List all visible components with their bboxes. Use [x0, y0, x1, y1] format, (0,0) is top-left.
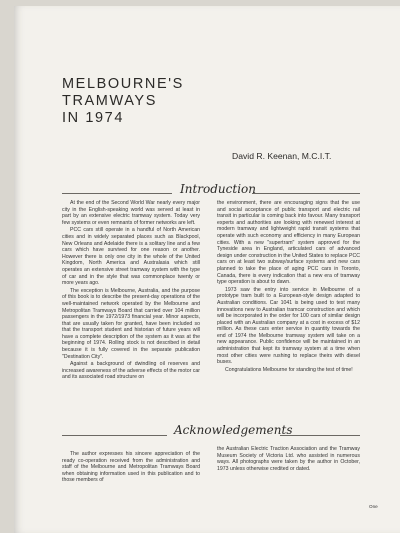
book-page: [14, 6, 400, 533]
divider-right: [280, 435, 360, 436]
divider-left: [62, 193, 172, 194]
title-line-1: MELBOURNE'S: [62, 76, 184, 92]
paragraph: the Australian Electric Traction Association and the Tramway Museum Society of Victoria Ltd. who assisted in numerous ways. All photographs were taken by the author in October, 1973 unless otherwise credited or dated.: [217, 446, 360, 472]
paragraph: 1973 saw the entry into service in Melbourne of a prototype tram built to a European-style design adapted to Australian conditions. Car 1041 is being used to test many innovations new to Australian tramcar construction and which will be incorporated in the order for 100 cars of similar design placed with an Australian company at a cost in excess of $12 million. As these cars enter service in quantity towards the end of 1974 the Melbourne tramway system will take on a new appearance. Public confidence will be maintained in an administration that kept its tramway system at a time when most other cities were rushing to replace theirs with diesel buses.: [217, 286, 360, 366]
author-byline: David R. Keenan, M.C.I.T.: [232, 151, 332, 161]
paragraph: At the end of the Second World War nearly every major city in the English-speaking world was served at least in part by an extensive electric tramway system. Today very few systems or even remnants of former networks are left.: [62, 200, 200, 226]
introduction-column-right: [217, 200, 360, 373]
paragraph: The author expresses his sincere appreciation of the ready co-operation received from the administration and staff of the Melbourne and Metropolitan Tramways Board when obtaining information used in this publication and to those members of: [62, 451, 200, 484]
paragraph: PCC cars still operate in a handful of North American cities and in widely separated places such as Blackpool, New Orleans and Adelaide there is a solitary line and a few cars which have survived for one reason or another. However there is only one city in the whole of the United Kingdom, North America and Australasia which still operates an extensive street tramway system with the type of car and in the style that was commonplace twenty or more years ago.: [62, 227, 200, 287]
page-title: [62, 76, 184, 127]
acknowledgements-heading: Acknowledgements: [174, 423, 293, 437]
paragraph: The exception is Melbourne, Australia, and the purpose of this book is to describe the present-day operations of the well-maintained network operated by the Melbourne and Metropolitan Tramways Board that carried over 104 million passengers in the 1972/1973 financial year. Minor aspects, that are usually taken for granted, have been included so that the transport student and historian of future years will have a complete description of the system as it was at the beginning of 1974. Rolling stock is not described in detail because it is fully covered in the separate publication "Destination City".: [62, 287, 200, 360]
introduction-column-left: [62, 200, 200, 381]
acknowledgements-column-right: [217, 446, 360, 472]
paragraph: the environment, there are encouraging signs that the use and social acceptance of public transport and electric rail transit in particular is coming back into favour. Many transport experts and authorities are looking with renewed interest at modern tramway and lightweight rapid transit systems that operate with such economy and efficiency in many European cities. With a new "supertram" system approved for the Tyneside area in England, articulated cars of advanced design under construction in the United States to replace PCC cars on at least two subway/surface systems and new cars planned to take the place of aging PCC cars in Toronto, Canada, there is every indication that a new era of tramway type operation is about to dawn.: [217, 200, 360, 286]
title-line-3: IN 1974: [62, 110, 124, 126]
divider-left: [62, 435, 167, 436]
paragraph: Congratulations Melbourne for standing the test of time!: [225, 366, 353, 373]
page-number: One: [369, 504, 378, 509]
introduction-heading: Introduction: [180, 182, 256, 196]
title-line-2: TRAMWAYS: [62, 93, 157, 109]
divider-right: [252, 193, 360, 194]
paragraph: Against a background of dwindling oil reserves and increased awareness of the adverse effects of the motor car and its associated road structure on: [62, 361, 200, 381]
acknowledgements-column-left: [62, 451, 200, 484]
